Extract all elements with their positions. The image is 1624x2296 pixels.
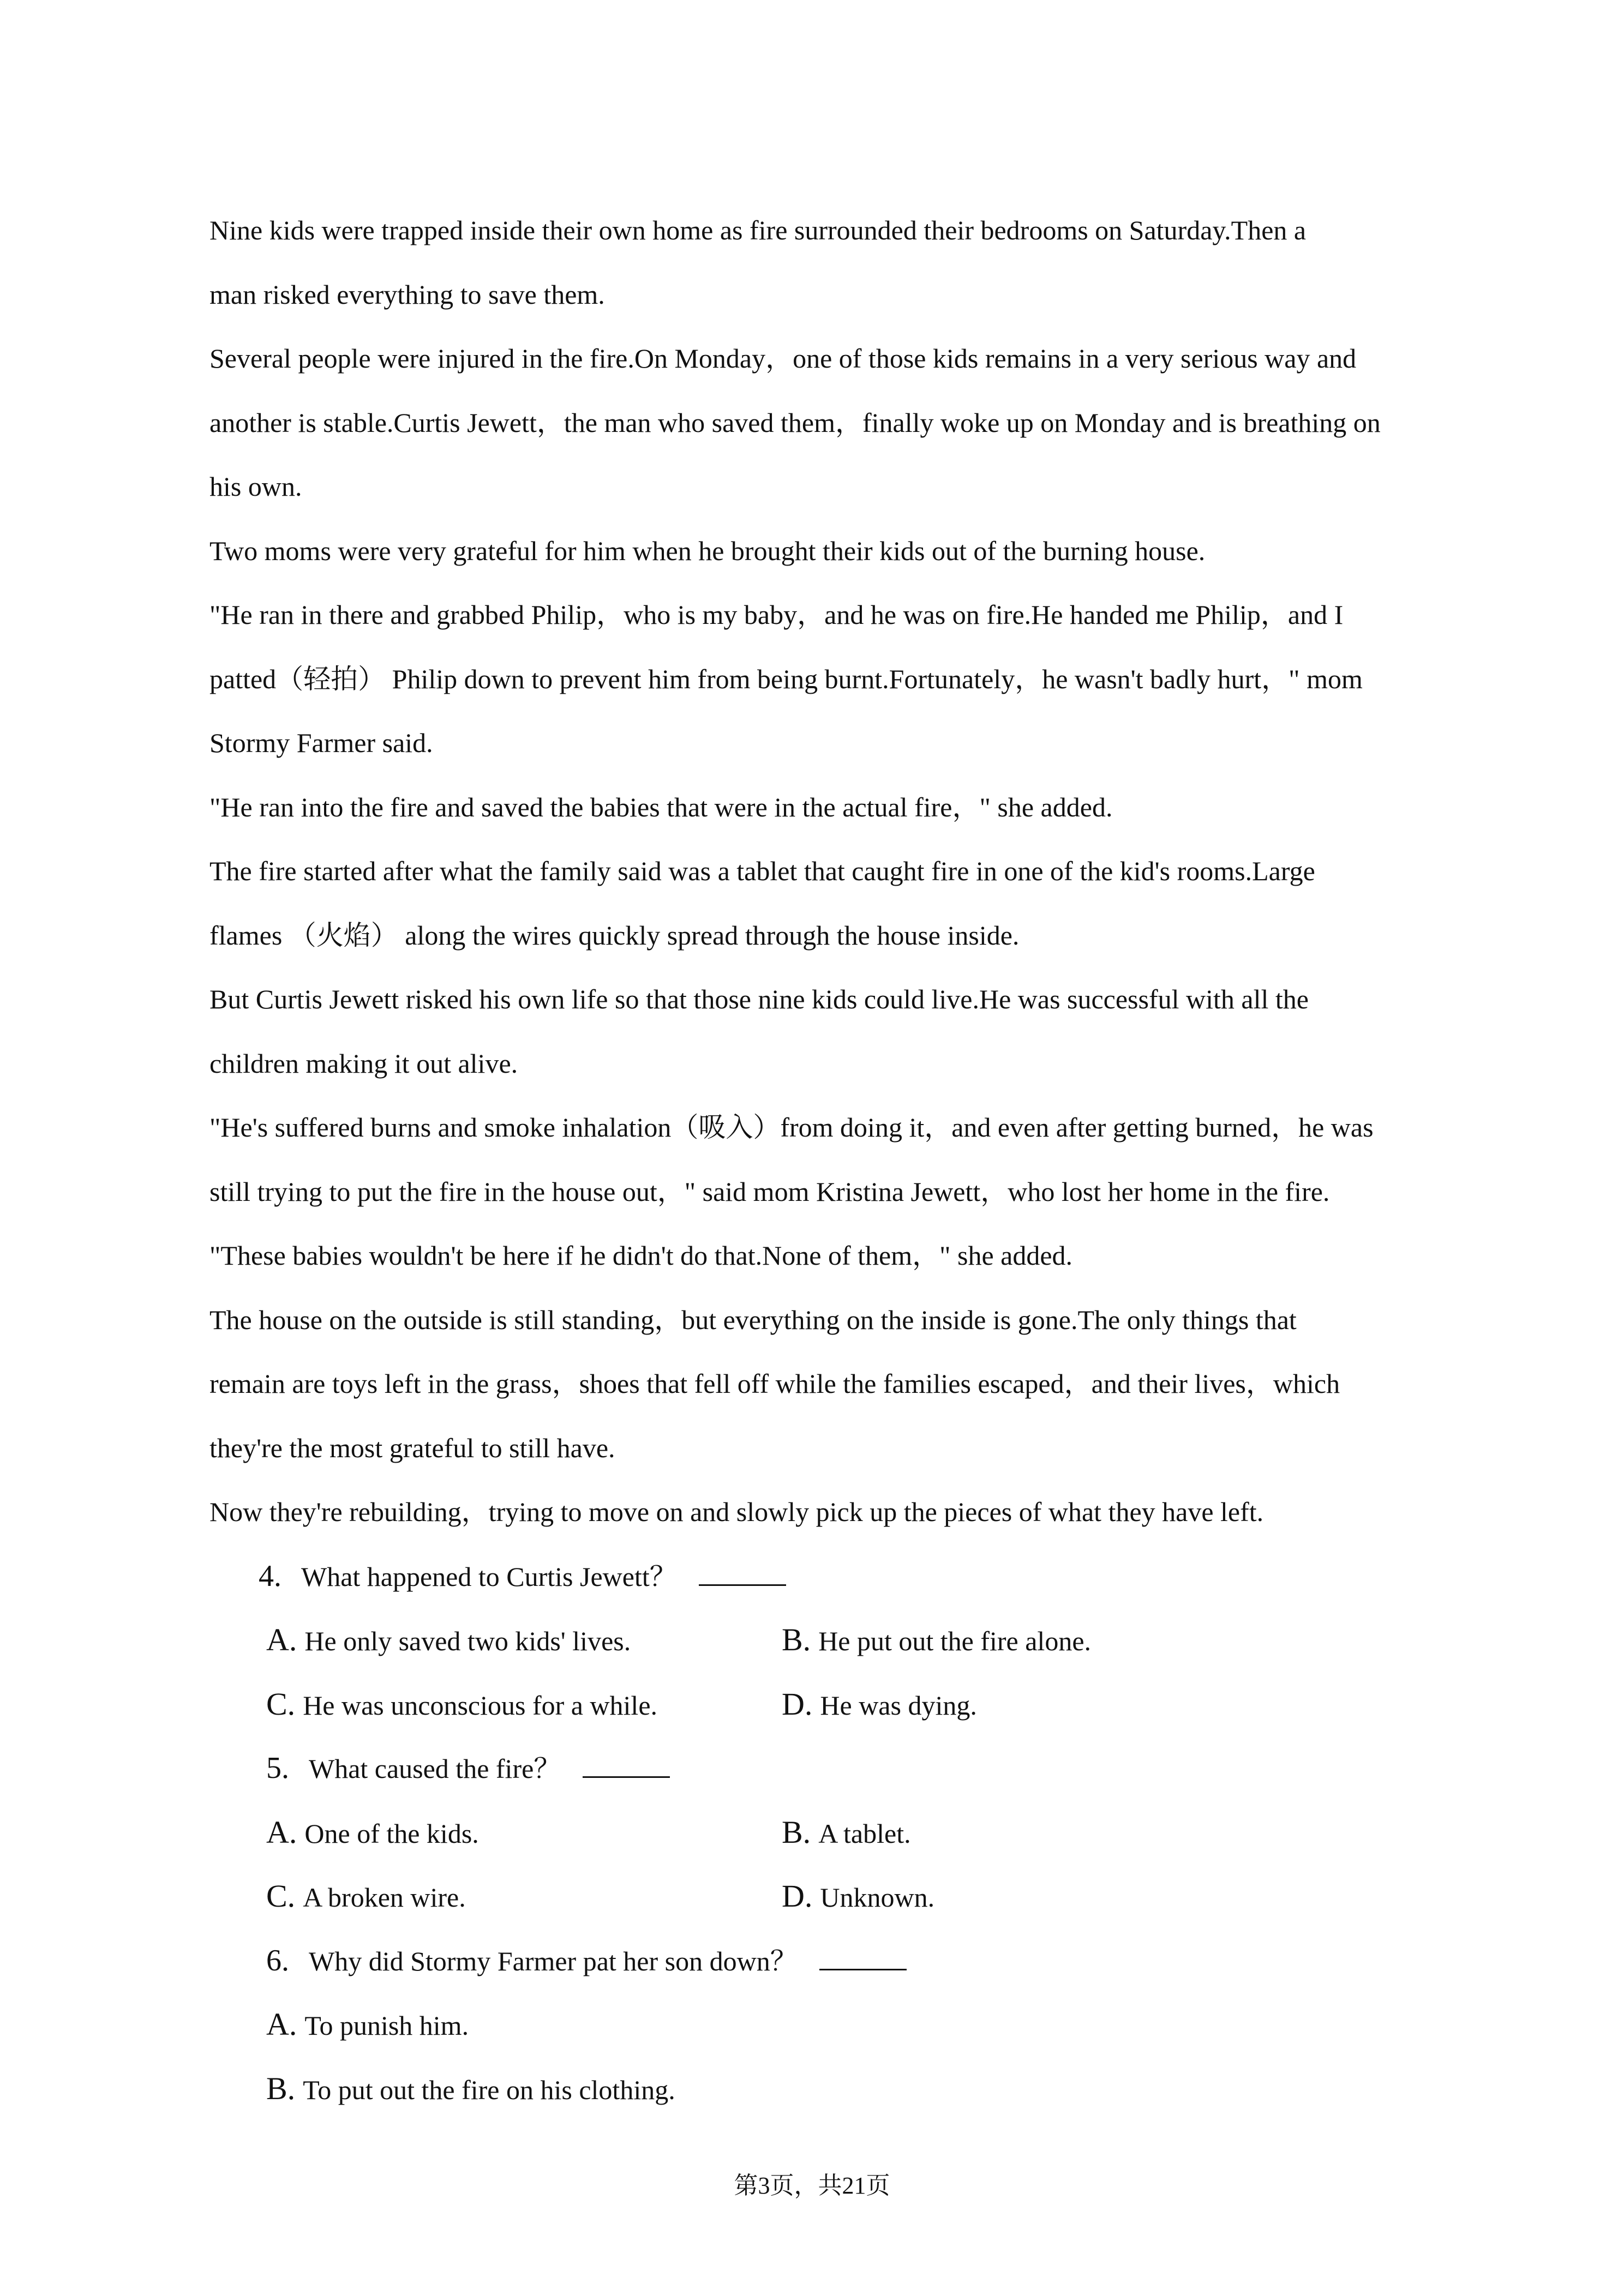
question-number: 5. bbox=[266, 1751, 289, 1785]
answer-blank bbox=[699, 1560, 786, 1586]
option-letter: A. bbox=[266, 1814, 297, 1850]
passage-line: Nine kids were trapped inside their own home as fire surrounded their bedrooms on Saturday.Then a bbox=[209, 215, 1307, 245]
option-letter: D. bbox=[782, 1878, 813, 1914]
passage-line: flames （火焰） along the wires quickly spread through the house inside. bbox=[209, 920, 1020, 951]
passage-line: "He ran into the fire and saved the babies that were in the actual fire，" she added. bbox=[209, 792, 1113, 822]
option-letter: D. bbox=[782, 1686, 813, 1722]
answer-blank bbox=[583, 1752, 670, 1778]
question-text: Why did Stormy Farmer pat her son down？ bbox=[309, 1946, 798, 1976]
passage-line: still trying to put the fire in the house out，" said mom Kristina Jewett，who lost her home in the fire. bbox=[209, 1176, 1330, 1207]
question-6 bbox=[266, 1944, 907, 1978]
option-4c bbox=[266, 1688, 657, 1722]
option-text: To put out the fire on his clothing. bbox=[303, 2075, 675, 2105]
passage-line: patted（轻拍） Philip down to prevent him from being burnt.Fortunately，he wasn't badly hurt，" mom bbox=[209, 664, 1363, 694]
option-text: One of the kids. bbox=[304, 1818, 479, 1849]
option-text: A broken wire. bbox=[303, 1882, 466, 1913]
option-5a bbox=[266, 1816, 479, 1850]
option-letter: B. bbox=[266, 2071, 296, 2106]
answer-blank bbox=[819, 1945, 907, 1970]
question-number: 4. bbox=[259, 1559, 281, 1593]
option-5d bbox=[782, 1880, 934, 1914]
option-5c bbox=[266, 1880, 466, 1914]
passage-line: "He ran in there and grabbed Philip，who is my baby，and he was on fire.He handed me Philip，and I bbox=[209, 599, 1344, 630]
option-text: He put out the fire alone. bbox=[818, 1626, 1092, 1656]
question-text: What caused the fire？ bbox=[309, 1753, 561, 1784]
question-4 bbox=[259, 1560, 786, 1593]
passage-line: Two moms were very grateful for him when he brought their kids out of the burning house. bbox=[209, 536, 1206, 566]
option-letter: C. bbox=[266, 1686, 296, 1722]
option-6a bbox=[266, 2008, 469, 2042]
passage-line: children making it out alive. bbox=[209, 1048, 518, 1079]
option-letter: B. bbox=[782, 1814, 811, 1850]
option-letter: A. bbox=[266, 1622, 297, 1657]
option-text: To punish him. bbox=[304, 2010, 469, 2041]
option-text: A tablet. bbox=[818, 1818, 911, 1849]
option-letter: A. bbox=[266, 2006, 297, 2042]
option-text: He was unconscious for a while. bbox=[303, 1690, 658, 1721]
passage-line: his own. bbox=[209, 471, 302, 502]
option-5b bbox=[782, 1816, 911, 1850]
question-number: 6. bbox=[266, 1944, 289, 1978]
question-text: What happened to Curtis Jewett？ bbox=[301, 1561, 677, 1592]
option-letter: B. bbox=[782, 1622, 811, 1657]
passage-line: another is stable.Curtis Jewett，the man who saved them，finally woke up on Monday and is breathing on bbox=[209, 407, 1381, 438]
passage-line: "These babies wouldn't be here if he didn't do that.None of them，" she added. bbox=[209, 1240, 1073, 1271]
option-6b bbox=[266, 2072, 675, 2106]
passage-line: Stormy Farmer said. bbox=[209, 728, 433, 758]
option-4b bbox=[782, 1624, 1091, 1657]
option-text: Unknown. bbox=[820, 1882, 935, 1913]
passage-line: remain are toys left in the grass，shoes that fell off while the families escaped，and their lives，which bbox=[209, 1368, 1340, 1399]
option-4d bbox=[782, 1688, 977, 1722]
passage-line: The fire started after what the family said was a tablet that caught fire in one of the kid's rooms.Large bbox=[209, 856, 1315, 886]
question-5 bbox=[266, 1752, 670, 1785]
option-text: He only saved two kids' lives. bbox=[304, 1626, 631, 1656]
passage-line: But Curtis Jewett risked his own life so that those nine kids could live.He was successful with all the bbox=[209, 984, 1309, 1014]
option-letter: C. bbox=[266, 1878, 296, 1914]
passage-line: The house on the outside is still standing，but everything on the inside is gone.The only things that bbox=[209, 1305, 1297, 1335]
option-text: He was dying. bbox=[820, 1690, 977, 1721]
option-4a bbox=[266, 1624, 631, 1657]
passage-line: Several people were injured in the fire.On Monday，one of those kids remains in a very serious way and bbox=[209, 343, 1357, 374]
passage-line: they're the most grateful to still have. bbox=[209, 1433, 615, 1463]
passage-line: Now they're rebuilding，trying to move on and slowly pick up the pieces of what they have left. bbox=[209, 1496, 1264, 1527]
page-footer: 第3页，共21页 bbox=[734, 2172, 890, 2199]
passage-line: "He's suffered burns and smoke inhalation（吸入）from doing it，and even after getting burned，he was bbox=[209, 1112, 1374, 1143]
passage-line: man risked everything to save them. bbox=[209, 279, 605, 310]
